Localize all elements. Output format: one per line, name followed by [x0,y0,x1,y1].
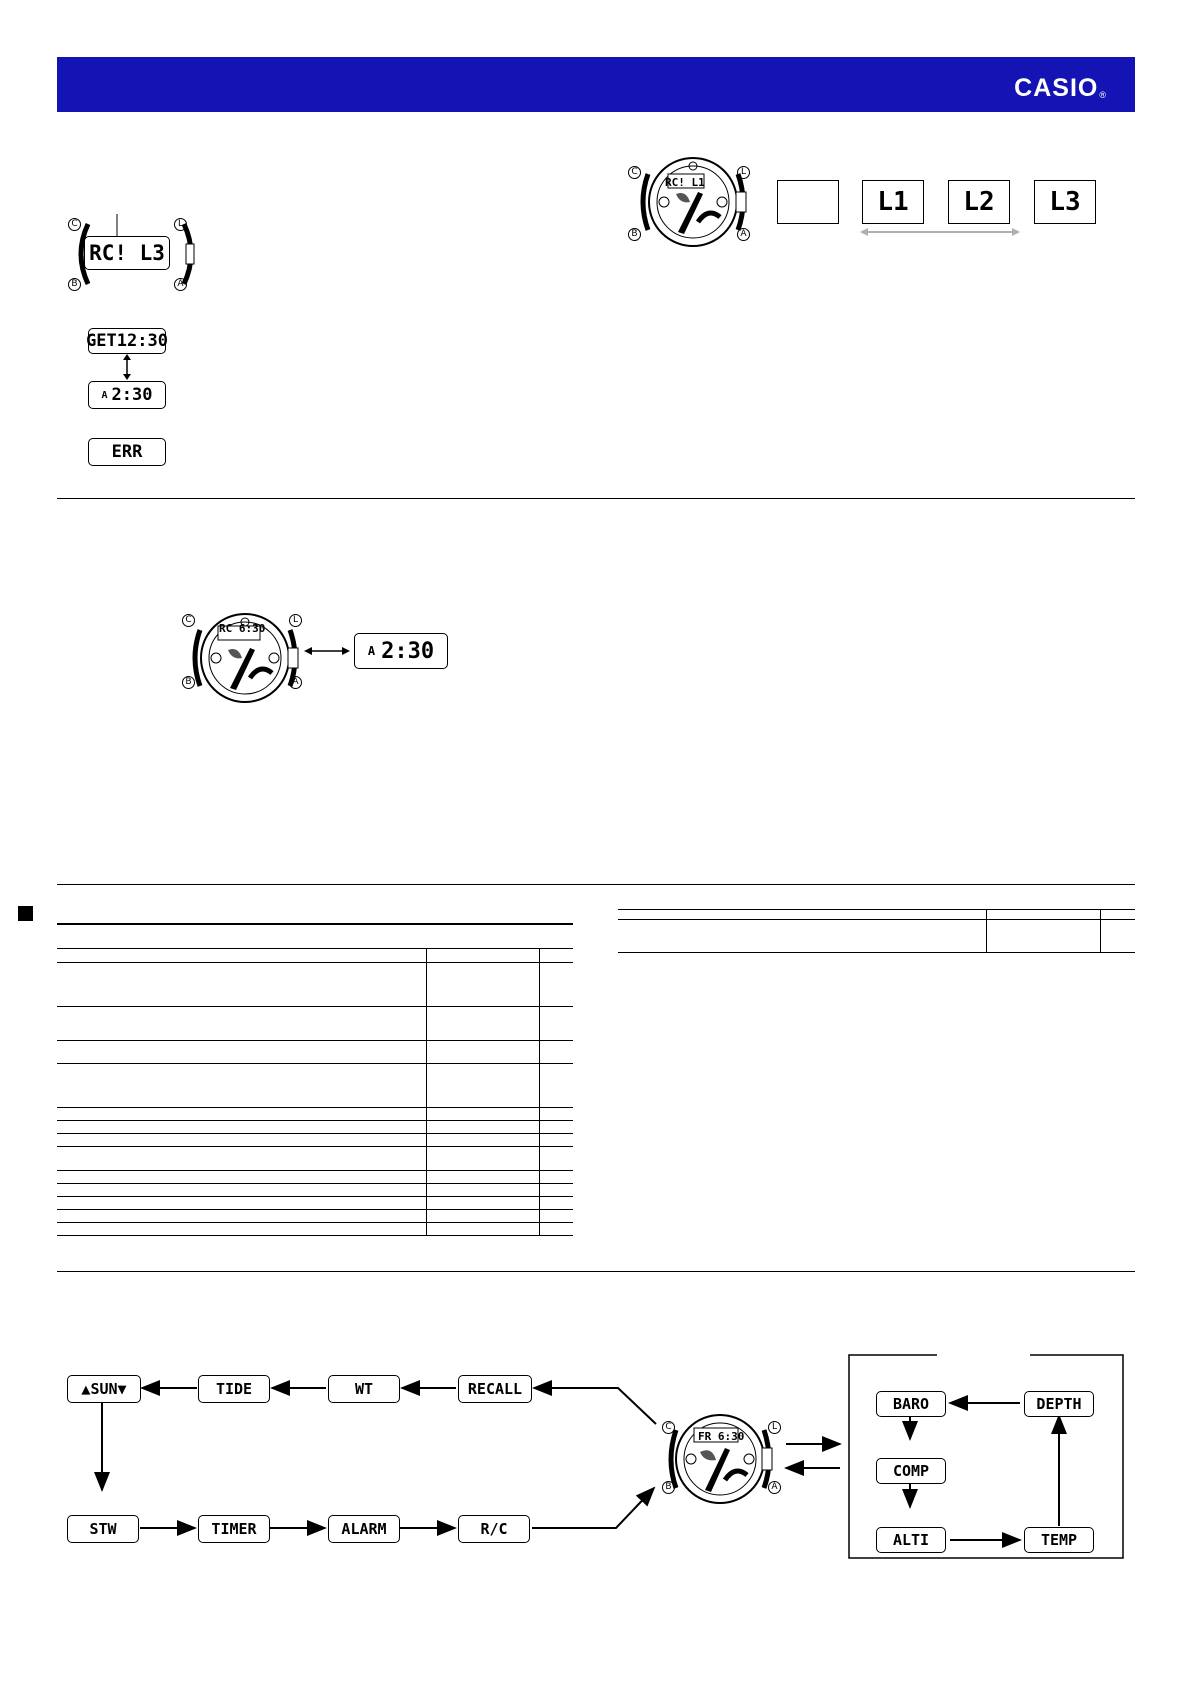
gray-double-arrow-icon [860,226,1020,238]
spec-table-right [618,909,1135,953]
button-c-label: C [662,1421,675,1434]
lcd-time: A 2:30 [88,381,166,409]
mode-box-recall: RECALL [458,1375,532,1403]
button-b-label: B [182,676,195,689]
button-a-label: A [768,1481,781,1494]
brand-logo: CASIO® [1014,74,1107,102]
dial-lcd-text: RC 6:30 [219,622,266,635]
button-l-label: L [737,166,750,179]
mode-box-wt: WT [328,1375,400,1403]
mode-box-rc: R/C [458,1515,530,1543]
level-box-l3: L3 [1034,180,1096,224]
lcd-get-time: GET12:30 [88,328,166,354]
dial-lcd-text: RC! L1 [665,176,705,189]
button-a-label: A [174,278,187,291]
lcd-time: A 2:30 [354,633,448,669]
header-bar [57,57,1135,112]
mode-box-stw: STW [67,1515,139,1543]
mode-box-alti: ALTI [876,1527,946,1553]
level-box-l1: L1 [862,180,924,224]
lcd-rc-l3: RC! L3 [84,236,170,270]
button-l-label: L [768,1421,781,1434]
table-top-rule [57,923,573,925]
double-arrow-icon [120,354,134,380]
level-box-blank [777,180,839,224]
lcd-err: ERR [88,438,166,466]
mode-box-alarm: ALARM [328,1515,400,1543]
button-l-label: L [289,614,302,627]
section-bullet [18,906,33,921]
mode-flow-diagram [0,1340,1192,1570]
button-b-label: B [68,278,81,291]
level-box-l2: L2 [948,180,1010,224]
section-divider [57,498,1135,499]
button-b-label: B [662,1481,675,1494]
double-arrow-icon [304,644,350,658]
dial-lcd-text: FR 6:30 [698,1430,745,1443]
button-l-label: L [174,218,187,231]
table-top-rule [618,909,1135,910]
button-c-label: C [68,218,81,231]
mode-box-comp: COMP [876,1458,946,1484]
button-a-label: A [289,676,302,689]
mode-box-baro: BARO [876,1391,946,1417]
button-b-label: B [628,228,641,241]
button-c-label: C [182,614,195,627]
mode-box-depth: DEPTH [1024,1391,1094,1417]
button-c-label: C [628,166,641,179]
spec-table-left [57,949,573,1236]
button-a-label: A [737,228,750,241]
section-divider [57,884,1135,885]
section-divider [57,1271,1135,1272]
table-header-rule [57,948,573,949]
mode-box-timer: TIMER [198,1515,270,1543]
mode-box-sun: ▲SUN▼ [67,1375,141,1403]
mode-box-temp: TEMP [1024,1527,1094,1553]
mode-box-tide: TIDE [198,1375,270,1403]
